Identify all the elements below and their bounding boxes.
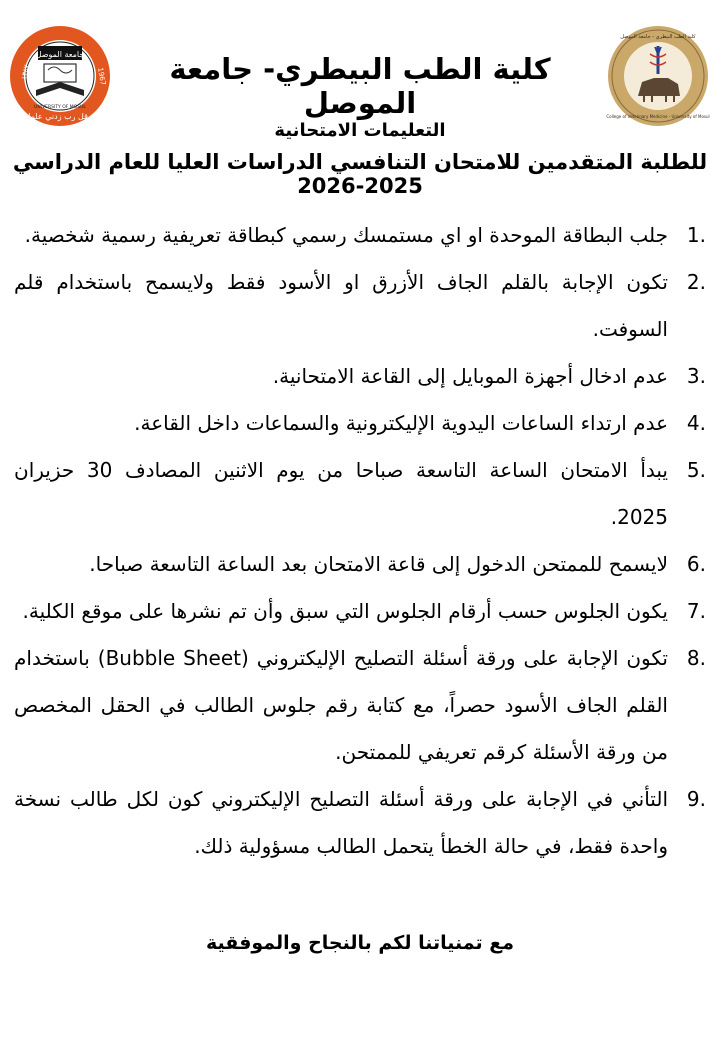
logo-ring-en: UNIVERSITY OF MOSUL	[34, 105, 86, 110]
item-number: 4.	[686, 411, 706, 435]
closing-message: مع تمنياتنا لكم بالنجاح والموفقية	[205, 932, 514, 954]
logo-ring-ar: كلية الطب البيطري - جامعة الموصل	[620, 34, 696, 40]
item-text: عدم ادخال أجهزة الموبايل إلى القاعة الامتحانية.	[272, 364, 668, 388]
item-number: 7.	[686, 599, 706, 623]
list-item	[14, 447, 706, 541]
item-text: جلب البطاقة الموحدة او اي مستمسك رسمي كبطاقة تعريفية رسمية شخصية.	[24, 223, 668, 247]
logo-year-hijri: ١٣٨٧	[20, 64, 31, 81]
item-number: 1.	[686, 223, 706, 247]
document-header	[0, 18, 720, 128]
list-item	[14, 776, 706, 870]
item-text: تكون الإجابة بالقلم الجاف الأزرق او الأسود فقط ولايسمح باستخدام قلم السوفت.	[14, 270, 668, 341]
item-number: 5.	[686, 458, 706, 482]
list-item	[14, 259, 706, 353]
item-number: 6.	[686, 552, 706, 576]
instructions-heading: التعليمات الامتحانية	[274, 120, 446, 141]
logo-ring-en: College of Veterinary Medicine - University of Mosul	[606, 114, 710, 119]
list-item	[14, 212, 706, 259]
item-text: لايسمح للممتحن الدخول إلى قاعة الامتحان بعد الساعة التاسعة صباحا.	[89, 552, 668, 576]
item-text: يكون الجلوس حسب أرقام الجلوس التي سبق وأن تم نشرها على موقع الكلية.	[22, 599, 668, 623]
svg-text:V: V	[654, 46, 662, 57]
item-number: 8.	[686, 646, 706, 670]
item-number: 9.	[686, 787, 706, 811]
list-item	[14, 541, 706, 588]
item-number: 3.	[686, 364, 706, 388]
faculty-title: كلية الطب البيطري- جامعة الموصل	[169, 52, 551, 120]
item-number: 2.	[686, 270, 706, 294]
logo-year: 1967	[96, 66, 108, 86]
list-item	[14, 353, 706, 400]
item-text: يبدأ الامتحان الساعة التاسعة صباحا من يوم الاثنين المصادف 30 حزيران 2025.	[14, 458, 669, 529]
item-text: التأني في الإجابة على ورقة أسئلة التصليح الإليكتروني كون لكل طالب نسخة واحدة فقط، في حالة الخطأ يتحمل الطالب مسؤولية ذلك.	[14, 787, 668, 858]
item-text: عدم ارتداء الساعات اليدوية الإليكترونية والسماعات داخل القاعة.	[134, 411, 668, 435]
instructions-list	[14, 212, 706, 870]
instructions-subheading: للطلبة المتقدمين للامتحان التنافسي الدراسات العليا للعام الدراسي 2025-2026	[12, 150, 708, 198]
veterinary-college-logo	[606, 24, 710, 128]
list-item	[14, 400, 706, 447]
logo-motto: وقل رب زدني علما	[28, 112, 92, 121]
item-text: تكون الإجابة على ورقة أسئلة التصليح الإليكتروني (Bubble Sheet) باستخدام القلم الجاف الأسود حصراً، مع كتابة رقم جلوس الطالب في الحقل المخصص من ورقة الأسئلة كرقم تعريفي للممتحن.	[14, 646, 668, 764]
logo-top-text: جامعة الموصل	[35, 50, 85, 59]
list-item	[14, 635, 706, 776]
university-of-mosul-logo	[8, 24, 112, 128]
list-item	[14, 588, 706, 635]
